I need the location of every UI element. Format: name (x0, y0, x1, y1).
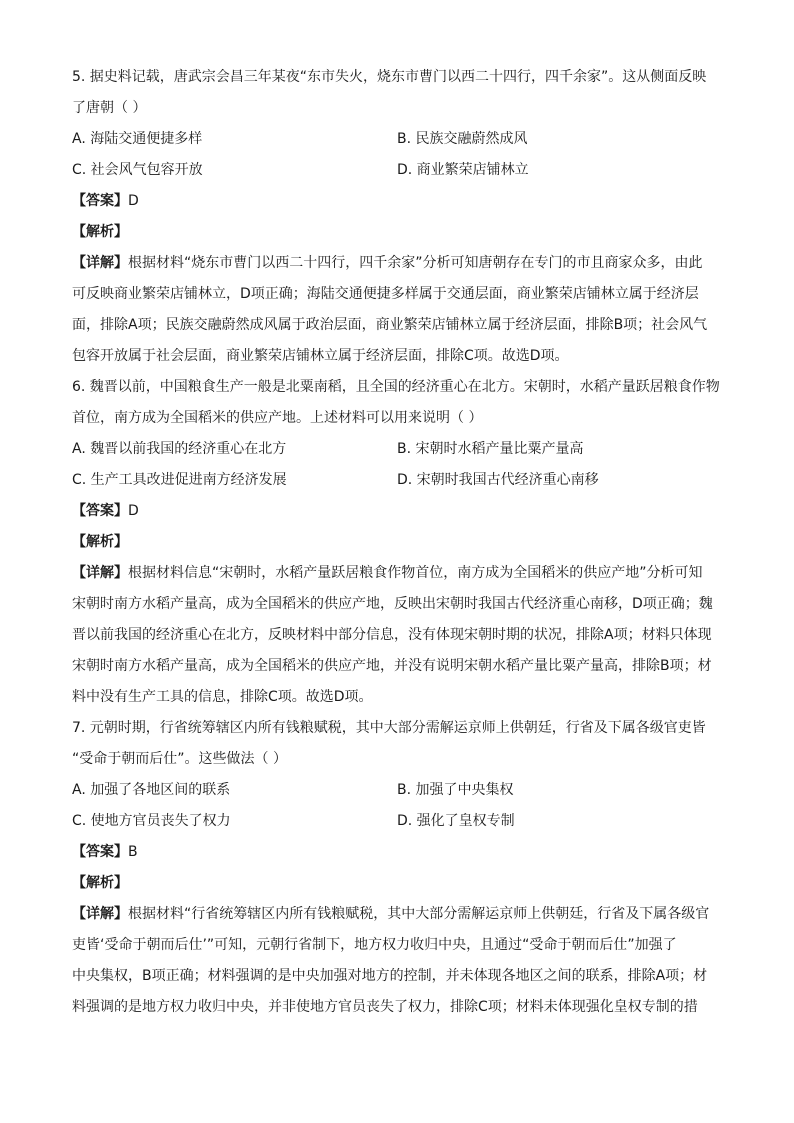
options-row (72, 465, 727, 496)
answer-line (72, 186, 727, 217)
detail-tag: 【详解】 (72, 906, 128, 922)
answer-value: D (128, 193, 139, 209)
option-c: C. 社会风气包容开放 (72, 162, 203, 178)
detail-text: 根据材料“行省统筹辖区内所有钱粮赋税，其中大部分需解运京师上供朝廷，行省及下属各级官 (128, 906, 710, 922)
answer-value: D (128, 503, 139, 519)
analysis-tag-line (72, 527, 727, 558)
option-b: B. 加强了中央集权 (397, 782, 514, 798)
detail-line: 晋以前我国的经济重心在北方，反映材料中部分信息，没有体现宋朝时期的状况，排除A项；材料只体现 (72, 627, 712, 643)
option-a: A. 海陆交通便捷多样 (72, 131, 203, 147)
analysis-tag-line (72, 217, 727, 248)
option-c: C. 生产工具改进促进南方经济发展 (72, 472, 287, 488)
question-stem-line: 6. 魏晋以前，中国粮食生产一般是北粟南稻，且全国的经济重心在北方。宋朝时，水稻产量跃居粮食作物 (72, 379, 720, 395)
question-stem-line: 首位，南方成为全国稻米的供应产地。上述材料可以用来说明（ ） (72, 410, 483, 426)
option-d: D. 宋朝时我国古代经济重心南移 (397, 472, 599, 488)
question-stem-line: 7. 元朝时期，行省统筹辖区内所有钱粮赋税，其中大部分需解运京师上供朝廷，行省及下属各级官吏皆 (72, 720, 706, 736)
detail-line: 可反映商业繁荣店铺林立，D项正确；海陆交通便捷多样属于交通层面，商业繁荣店铺林立属于经济层 (72, 286, 699, 302)
detail-line: 料强调的是地方权力收归中央，并非使地方官员丧失了权力，排除C项；材料未体现强化皇权专制的措 (72, 999, 698, 1015)
detail-line: 中央集权，B项正确；材料强调的是中央加强对地方的控制，并未体现各地区之间的联系，排除A项；材 (72, 968, 708, 984)
detail-text: 根据材料“烧东市曹门以西二十四行，四千余家”分析可知唐朝存在专门的市且商家众多，由此 (128, 255, 703, 271)
option-a: A. 加强了各地区间的联系 (72, 782, 231, 798)
option-c: C. 使地方官员丧失了权力 (72, 813, 231, 829)
question-5 (72, 62, 727, 372)
question-stem-line: 5. 据史料记载，唐武宗会昌三年某夜“东市失火，烧东市曹门以西二十四行，四千余家”。这从侧面反映 (72, 69, 707, 85)
answer-value: B (128, 844, 138, 860)
question-stem-line: “受命于朝而后仕”。这些做法（ ） (72, 751, 287, 767)
detail-line: 面，排除A项；民族交融蔚然成风属于政治层面，商业繁荣店铺林立属于经济层面，排除B项；社会风气 (72, 317, 708, 333)
detail-line (72, 899, 727, 930)
answer-line (72, 496, 727, 527)
option-a: A. 魏晋以前我国的经济重心在北方 (72, 441, 287, 457)
question-6 (72, 372, 727, 713)
detail-line: 料中没有生产工具的信息，排除C项。故选D项。 (72, 689, 373, 705)
question-7 (72, 713, 727, 1023)
document-page (72, 62, 727, 1023)
option-d: D. 商业繁荣店铺林立 (397, 162, 529, 178)
detail-line: 吏皆‘受命于朝而后仕’”可知，元朝行省制下，地方权力收归中央，且通过“受命于朝而后仕”加强了 (72, 937, 677, 953)
answer-tag: 【答案】 (72, 844, 128, 860)
detail-line: 宋朝时南方水稻产量高，成为全国稻米的供应产地，并没有说明宋朝水稻产量比粟产量高，排除B项；材 (72, 658, 712, 674)
detail-tag: 【详解】 (72, 565, 128, 581)
options-row (72, 775, 727, 806)
analysis-tag: 【解析】 (72, 875, 128, 891)
analysis-tag: 【解析】 (72, 534, 128, 550)
options-row (72, 806, 727, 837)
option-b: B. 宋朝时水稻产量比粟产量高 (397, 441, 584, 457)
option-d: D. 强化了皇权专制 (397, 813, 515, 829)
detail-text: 根据材料信息“宋朝时，水稻产量跃居粮食作物首位，南方成为全国稻米的供应产地”分析可知 (128, 565, 703, 581)
answer-tag: 【答案】 (72, 193, 128, 209)
analysis-tag-line (72, 868, 727, 899)
detail-line (72, 248, 727, 279)
answer-line (72, 837, 727, 868)
detail-tag: 【详解】 (72, 255, 128, 271)
analysis-tag: 【解析】 (72, 224, 128, 240)
options-row (72, 124, 727, 155)
answer-tag: 【答案】 (72, 503, 128, 519)
question-stem-line: 了唐朝（ ） (72, 100, 147, 116)
detail-line (72, 558, 727, 589)
options-row (72, 434, 727, 465)
detail-line: 包容开放属于社会层面，商业繁荣店铺林立属于经济层面，排除C项。故选D项。 (72, 348, 569, 364)
detail-line: 宋朝时南方水稻产量高，成为全国稻米的供应产地，反映出宋朝时我国古代经济重心南移，D项正确；魏 (72, 596, 713, 612)
options-row (72, 155, 727, 186)
option-b: B. 民族交融蔚然成风 (397, 131, 528, 147)
